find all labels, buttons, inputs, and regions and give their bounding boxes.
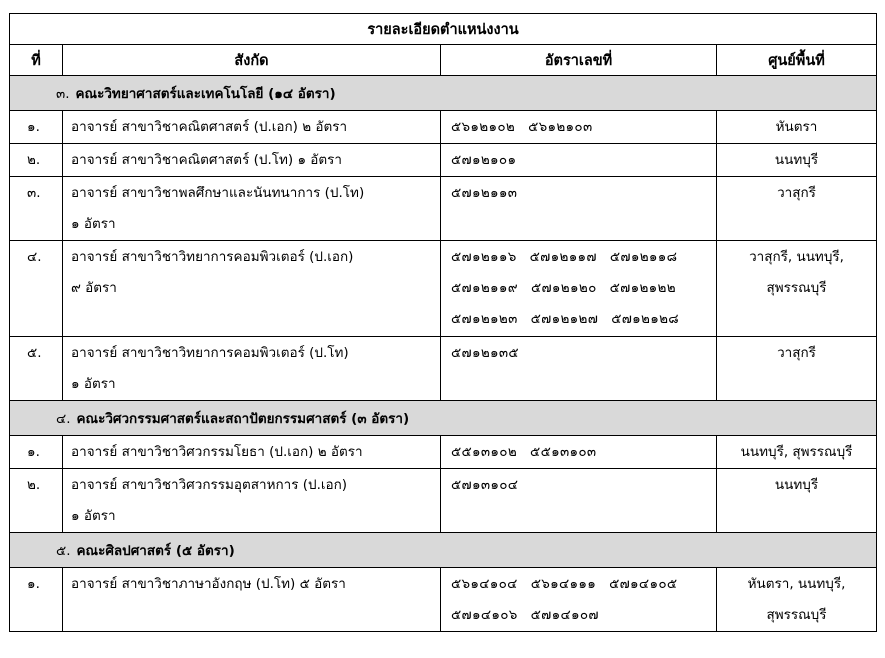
table-row xyxy=(10,436,877,469)
header-no: ที่ xyxy=(10,45,63,76)
row-number-cell xyxy=(10,436,63,469)
section-name: คณะวิศวกรรมศาสตร์และสถาปัตยกรรมศาสตร์ (๓ อัตรา) xyxy=(76,411,410,427)
position-name-cell xyxy=(63,241,441,337)
position-code: ๕๗๑๓๑๐๔ xyxy=(451,477,519,493)
row-number-cell xyxy=(10,241,63,337)
row-number-cell xyxy=(10,111,63,144)
position-name-cell xyxy=(63,337,441,401)
area-line: วาสุกรี, นนทบุรี, xyxy=(749,249,844,265)
header-affiliation: สังกัด xyxy=(63,45,441,76)
position-code: ๕๗๑๒๑๑๘ xyxy=(609,249,678,265)
position-name-cell xyxy=(63,436,441,469)
section-header xyxy=(10,76,877,111)
position-name-cell xyxy=(63,177,441,241)
row-number: ๑. xyxy=(27,444,40,460)
row-number-cell xyxy=(10,144,63,177)
table-row xyxy=(10,111,877,144)
position-codes-line xyxy=(451,178,712,209)
position-codes-cell xyxy=(441,241,717,337)
table-title: รายละเอียดตำแหน่งงาน xyxy=(10,14,877,45)
row-number: ๑. xyxy=(27,576,40,592)
row-number: ๔. xyxy=(27,249,42,265)
position-codes-line xyxy=(451,470,712,501)
section-header xyxy=(10,401,877,436)
position-code: ๕๗๑๒๑๒๒ xyxy=(609,280,676,296)
position-codes-line xyxy=(451,338,712,369)
position-code: ๕๖๑๒๑๐๓ xyxy=(528,119,593,135)
area-cell xyxy=(717,144,877,177)
position-code: ๕๕๑๓๑๐๒ xyxy=(451,444,518,460)
section-name: คณะศิลปศาสตร์ (๕ อัตรา) xyxy=(76,543,235,559)
position-name-line: อาจารย์ สาขาวิชาวิทยาการคอมพิวเตอร์ (ป.โท) xyxy=(71,345,349,361)
row-number-cell xyxy=(10,177,63,241)
section-row xyxy=(10,76,877,111)
position-code: ๕๗๑๒๑๐๑ xyxy=(451,152,517,168)
row-number: ๓. xyxy=(27,185,41,201)
position-name-cell xyxy=(63,469,441,533)
position-codes-line xyxy=(451,273,712,304)
position-codes-line xyxy=(451,242,712,273)
position-name-line: ๙ อัตรา xyxy=(71,280,117,296)
area-line: นนทบุรี xyxy=(774,477,819,493)
position-codes-cell xyxy=(441,144,717,177)
position-code: ๕๗๑๒๑๒๗ xyxy=(530,311,599,327)
table-row xyxy=(10,568,877,632)
position-name-cell xyxy=(63,144,441,177)
position-code: ๕๗๑๔๑๐๗ xyxy=(530,607,599,623)
area-line: นนทบุรี, สุพรรณบุรี xyxy=(740,444,853,460)
position-codes-cell xyxy=(441,337,717,401)
position-codes-line xyxy=(451,600,712,631)
area-line: วาสุกรี xyxy=(777,345,816,361)
section-row xyxy=(10,533,877,568)
position-code: ๕๕๑๓๑๐๓ xyxy=(530,444,597,460)
table-row xyxy=(10,241,877,337)
position-name-line: ๑ อัตรา xyxy=(71,376,116,392)
position-code: ๕๗๑๒๑๒๓ xyxy=(451,311,518,327)
area-line: นนทบุรี xyxy=(774,152,819,168)
position-code: ๕๗๑๒๑๒๘ xyxy=(611,311,680,327)
area-cell xyxy=(717,436,877,469)
table-row xyxy=(10,177,877,241)
section-number: ๔. xyxy=(56,411,71,427)
position-name-line: อาจารย์ สาขาวิชาพลศึกษาและนันทนาการ (ป.โท) xyxy=(71,185,365,201)
position-code: ๕๗๑๔๑๐๖ xyxy=(451,607,518,623)
row-number: ๒. xyxy=(27,477,41,493)
area-cell xyxy=(717,337,877,401)
row-number: ๒. xyxy=(27,152,41,168)
section-name: คณะวิทยาศาสตร์และเทคโนโลยี (๑๔ อัตรา) xyxy=(75,86,336,102)
position-code: ๕๖๑๔๑๑๑ xyxy=(530,576,597,592)
position-codes-cell xyxy=(441,469,717,533)
position-codes-line xyxy=(451,145,712,176)
table-row xyxy=(10,469,877,533)
job-details-table xyxy=(9,13,877,632)
position-code: ๕๗๑๒๑๑๓ xyxy=(451,185,518,201)
position-name-line: อาจารย์ สาขาวิชาวิศวกรรมโยธา (ป.เอก) ๒ อัตรา xyxy=(71,444,363,460)
position-codes-cell xyxy=(441,177,717,241)
position-name-line: ๑ อัตรา xyxy=(71,508,116,524)
section-row xyxy=(10,401,877,436)
position-code: ๕๗๑๒๑๑๖ xyxy=(451,249,517,265)
position-codes-line xyxy=(451,304,712,335)
section-number: ๕. xyxy=(56,543,71,559)
section-number: ๓. xyxy=(56,86,70,102)
position-codes-cell xyxy=(441,111,717,144)
position-codes-line xyxy=(451,569,712,600)
position-name-line: อาจารย์ สาขาวิชาวิทยาการคอมพิวเตอร์ (ป.เอก) xyxy=(71,249,354,265)
header-position-no: อัตราเลขที่ xyxy=(441,45,717,76)
position-name-line: อาจารย์ สาขาวิชาวิศวกรรมอุตสาหการ (ป.เอก) xyxy=(71,477,348,493)
row-number: ๑. xyxy=(27,119,40,135)
position-codes-line xyxy=(451,112,712,143)
position-codes-line xyxy=(451,437,712,468)
position-name-line: อาจารย์ สาขาวิชาภาษาอังกฤษ (ป.โท) ๕ อัตรา xyxy=(71,576,346,592)
table-row xyxy=(10,337,877,401)
area-line: วาสุกรี xyxy=(777,185,816,201)
area-cell xyxy=(717,177,877,241)
position-name-cell xyxy=(63,568,441,632)
row-number: ๕. xyxy=(27,345,42,361)
position-codes-cell xyxy=(441,436,717,469)
row-number-cell xyxy=(10,469,63,533)
area-line: สุพรรณบุรี xyxy=(766,607,827,623)
position-code: ๕๗๑๔๑๐๕ xyxy=(609,576,678,592)
position-name-line: อาจารย์ สาขาวิชาคณิตศาสตร์ (ป.เอก) ๒ อัตรา xyxy=(71,119,348,135)
position-name-cell xyxy=(63,111,441,144)
position-codes-cell xyxy=(441,568,717,632)
area-line: หันตรา xyxy=(775,119,818,135)
position-code: ๕๗๑๒๑๑๗ xyxy=(529,249,597,265)
row-number-cell xyxy=(10,337,63,401)
area-cell xyxy=(717,111,877,144)
position-code: ๕๗๑๒๑๑๙ xyxy=(451,280,518,296)
position-code: ๕๖๑๔๑๐๔ xyxy=(451,576,518,592)
section-header xyxy=(10,533,877,568)
area-line: สุพรรณบุรี xyxy=(766,280,827,296)
table-row xyxy=(10,144,877,177)
row-number-cell xyxy=(10,568,63,632)
position-code: ๕๗๑๒๑๓๕ xyxy=(451,345,519,361)
area-cell xyxy=(717,469,877,533)
job-details-document xyxy=(9,13,876,632)
area-line: หันตรา, นนทบุรี, xyxy=(747,576,846,592)
area-cell xyxy=(717,568,877,632)
position-code: ๕๖๑๒๑๐๒ xyxy=(451,119,516,135)
header-area: ศูนย์พื้นที่ xyxy=(717,45,877,76)
area-cell xyxy=(717,241,877,337)
position-code: ๕๗๑๒๑๒๐ xyxy=(530,280,597,296)
position-name-line: ๑ อัตรา xyxy=(71,216,116,232)
position-name-line: อาจารย์ สาขาวิชาคณิตศาสตร์ (ป.โท) ๑ อัตรา xyxy=(71,152,343,168)
